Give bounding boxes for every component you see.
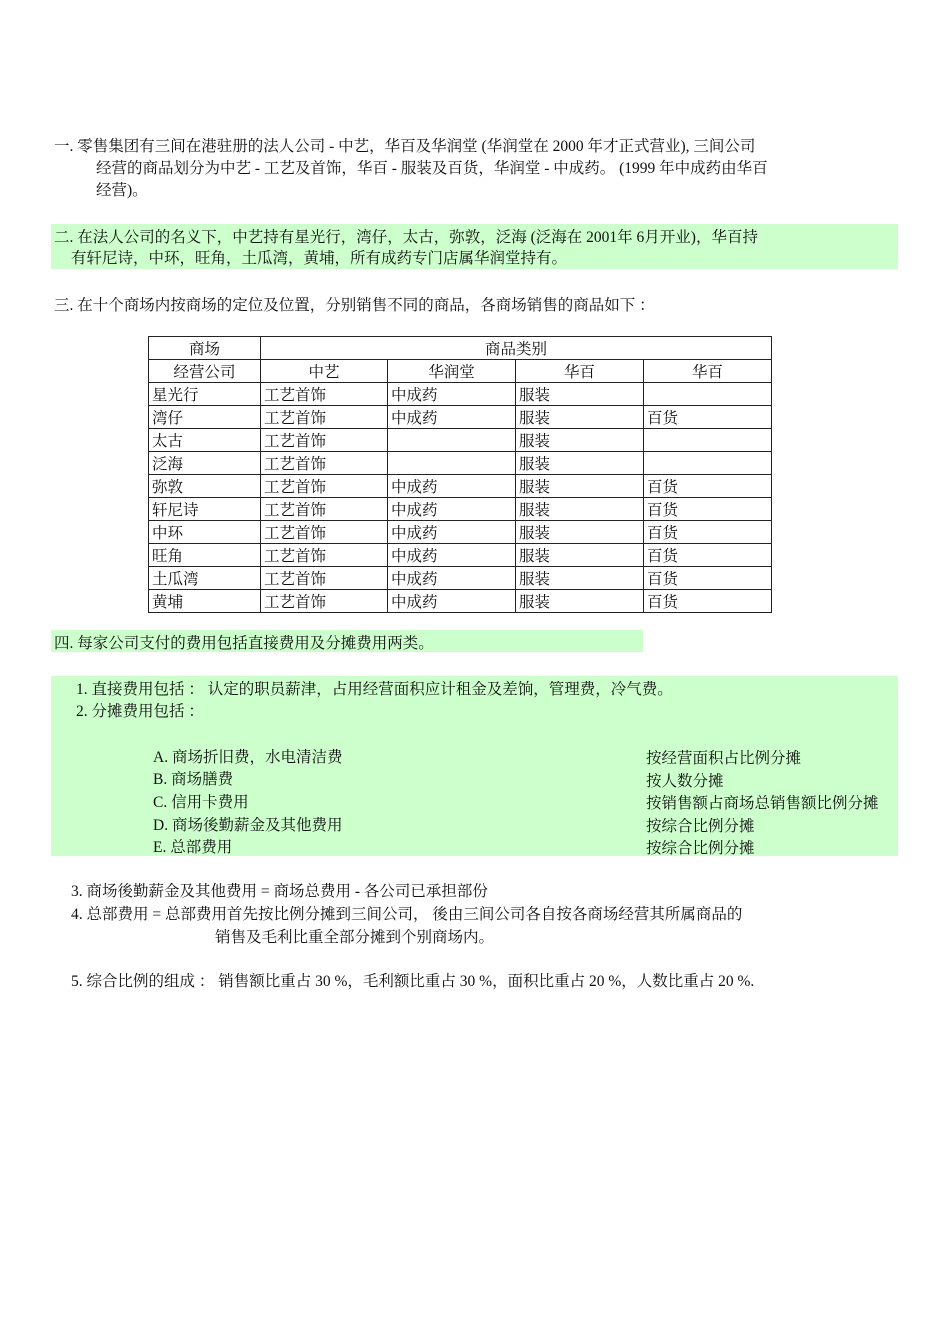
goods-table <box>148 336 772 613</box>
table-row <box>149 452 772 475</box>
table-row <box>149 521 772 544</box>
column-header: 华润堂 <box>388 360 516 383</box>
section-1-line-1: 一. 零售集团有三间在港驻册的法人公司 - 中艺，华百及华润堂 (华润堂在 2000 年才正式营业), 三间公司 <box>54 138 756 155</box>
allocation-item-label: B. 商场膳费 <box>153 771 234 788</box>
table-row <box>149 475 772 498</box>
mall-name: 中环 <box>149 521 261 544</box>
table-cell: 百货 <box>644 521 772 544</box>
table-cell: 服装 <box>516 429 644 452</box>
mall-name: 轩尼诗 <box>149 498 261 521</box>
allocated-expense-line: 2. 分摊费用包括 ： <box>76 703 204 720</box>
mall-name: 弥敦 <box>149 475 261 498</box>
table-cell: 工艺首饰 <box>261 544 388 567</box>
note-4-line-2: 销售及毛利比重全部分摊到个别商场内。 <box>215 929 495 946</box>
column-header: 华百 <box>516 360 644 383</box>
table-cell: 百货 <box>644 590 772 613</box>
mall-name: 黄埔 <box>149 590 261 613</box>
mall-name: 土瓜湾 <box>149 567 261 590</box>
table-cell: 百货 <box>644 498 772 521</box>
table-cell: 服装 <box>516 567 644 590</box>
mall-name: 太古 <box>149 429 261 452</box>
allocation-item-method: 按综合比例分摊 <box>646 818 755 835</box>
table-cell: 工艺首饰 <box>261 590 388 613</box>
section-2-line-2: 有轩尼诗，中环，旺角，土瓜湾，黄埔，所有成药专门店属华润堂持有。 <box>71 250 568 267</box>
note-5: 5. 综合比例的组成 ： 销售额比重占 30 %，毛利额比重占 30 %，面积比重占 20 %，人数比重占 20 %. <box>71 973 755 990</box>
table-cell: 工艺首饰 <box>261 383 388 406</box>
table-cell: 百货 <box>644 567 772 590</box>
table-cell <box>388 452 516 475</box>
table-cell: 工艺首饰 <box>261 521 388 544</box>
table-cell: 服装 <box>516 521 644 544</box>
section-3-line-1: 三. 在十个商场内按商场的定位及位置，分别销售不同的商品，各商场销售的商品如下 ： <box>54 297 655 314</box>
header-mall: 商场 <box>149 337 261 360</box>
table-cell: 中成药 <box>388 590 516 613</box>
mall-name: 湾仔 <box>149 406 261 429</box>
column-header: 中艺 <box>261 360 388 383</box>
header-company: 经营公司 <box>149 360 261 383</box>
table-subheader-row <box>149 360 772 383</box>
table-cell: 中成药 <box>388 544 516 567</box>
table-cell: 服装 <box>516 544 644 567</box>
table-cell: 服装 <box>516 383 644 406</box>
table-cell: 中成药 <box>388 498 516 521</box>
table-cell: 服装 <box>516 498 644 521</box>
direct-expense-line: 1. 直接费用包括 ： 认定的职员薪津，占用经营面积应计租金及差饷，管理费，冷气费。 <box>76 681 673 698</box>
table-cell: 百货 <box>644 406 772 429</box>
mall-name: 泛海 <box>149 452 261 475</box>
allocation-item-label: E. 总部费用 <box>153 839 233 856</box>
section-1-line-2: 经营的商品划分为中艺 - 工艺及首饰，华百 - 服装及百货，华润堂 - 中成药。 (1999 年中成药由华百 <box>96 160 768 177</box>
table-cell <box>388 429 516 452</box>
table-cell <box>644 452 772 475</box>
table-cell: 工艺首饰 <box>261 475 388 498</box>
table-cell: 工艺首饰 <box>261 429 388 452</box>
table-row <box>149 498 772 521</box>
table-cell: 服装 <box>516 406 644 429</box>
header-category: 商品类别 <box>261 337 772 360</box>
table-cell: 百货 <box>644 475 772 498</box>
table-cell: 百货 <box>644 544 772 567</box>
table-row <box>149 429 772 452</box>
table-cell: 服装 <box>516 452 644 475</box>
allocation-item-method: 按综合比例分摊 <box>646 840 755 857</box>
allocation-item-method: 按人数分摊 <box>646 773 724 790</box>
table-header-row <box>149 337 772 360</box>
table-row <box>149 406 772 429</box>
allocation-item-label: C. 信用卡费用 <box>153 794 249 811</box>
section-2-line-1: 二. 在法人公司的名义下，中艺持有星光行，湾仔，太古，弥敦，泛海 (泛海在 2001年 6月开业)，华百持 <box>54 229 758 246</box>
table-cell: 工艺首饰 <box>261 498 388 521</box>
table-cell: 服装 <box>516 475 644 498</box>
table-row <box>149 590 772 613</box>
section-1-line-3: 经营)。 <box>96 182 148 199</box>
allocation-item-label: D. 商场後勤薪金及其他费用 <box>153 817 343 834</box>
table-cell: 工艺首饰 <box>261 406 388 429</box>
table-cell: 中成药 <box>388 567 516 590</box>
table-cell: 中成药 <box>388 383 516 406</box>
mall-name: 星光行 <box>149 383 261 406</box>
note-3: 3. 商场後勤薪金及其他费用 = 商场总费用 - 各公司已承担部份 <box>71 883 488 900</box>
allocation-item-method: 按销售额占商场总销售额比例分摊 <box>646 795 879 812</box>
table-cell <box>644 383 772 406</box>
table-cell <box>644 429 772 452</box>
section-4-title: 四. 每家公司支付的费用包括直接费用及分摊费用两类。 <box>54 635 434 652</box>
table-cell: 服装 <box>516 590 644 613</box>
table-cell: 中成药 <box>388 475 516 498</box>
allocation-item-method: 按经营面积占比例分摊 <box>646 750 802 767</box>
table-cell: 工艺首饰 <box>261 567 388 590</box>
column-header: 华百 <box>644 360 772 383</box>
mall-name: 旺角 <box>149 544 261 567</box>
table-row <box>149 544 772 567</box>
table-cell: 中成药 <box>388 406 516 429</box>
table-row <box>149 383 772 406</box>
note-4-line-1: 4. 总部费用 = 总部费用首先按比例分摊到三间公司， 後由三间公司各自按各商场经营其所属商品的 <box>71 906 743 923</box>
allocation-item-label: A. 商场折旧费，水电清洁费 <box>153 749 343 766</box>
table-row <box>149 567 772 590</box>
table-cell: 工艺首饰 <box>261 452 388 475</box>
table-cell: 中成药 <box>388 521 516 544</box>
